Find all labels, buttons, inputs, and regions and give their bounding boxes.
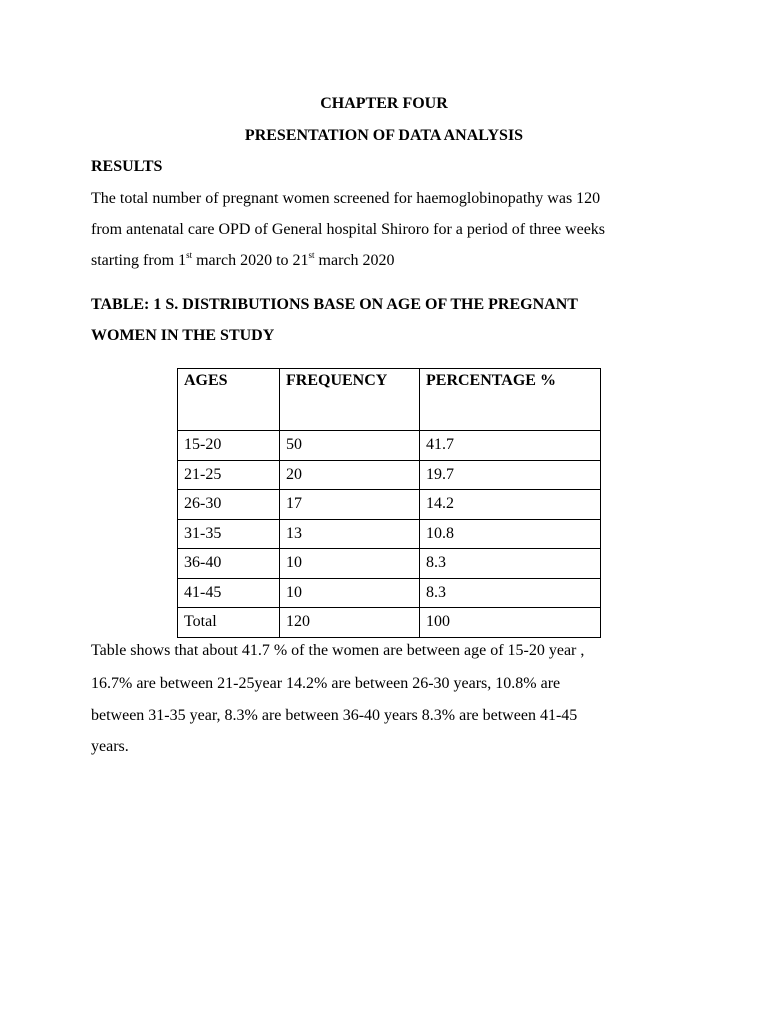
- cell-age: 15-20: [178, 431, 280, 461]
- cell-percentage: 8.3: [420, 578, 601, 608]
- cell-age: 31-35: [178, 519, 280, 549]
- table-caption-line-2: WOMEN IN THE STUDY: [91, 327, 275, 344]
- ordinal-superscript: st: [308, 249, 315, 260]
- cell-frequency: 13: [280, 519, 420, 549]
- results-paragraph-line-1: The total number of pregnant women screened for haemoglobinopathy was 120: [91, 190, 601, 207]
- cell-frequency: 10: [280, 578, 420, 608]
- results-paragraph-line-3: [91, 251, 395, 271]
- table-row: [178, 519, 601, 549]
- table-row-total: [178, 608, 601, 638]
- summary-paragraph-line-3: between 31-35 year, 8.3% are between 36-40 years 8.3% are between 41-45: [91, 707, 578, 724]
- cell-frequency: 17: [280, 490, 420, 520]
- cell-age: 26-30: [178, 490, 280, 520]
- cell-frequency: 10: [280, 549, 420, 579]
- cell-frequency: 50: [280, 431, 420, 461]
- table-caption-line-1: TABLE: 1 S. DISTRIBUTIONS BASE ON AGE OF THE PREGNANT: [91, 296, 578, 313]
- cell-percentage: 14.2: [420, 490, 601, 520]
- chapter-subtitle: PRESENTATION OF DATA ANALYSIS: [244, 127, 524, 144]
- cell-total-label: Total: [178, 608, 280, 638]
- results-text-fragment: starting from 1: [91, 252, 187, 269]
- table-row: [178, 460, 601, 490]
- summary-paragraph-line-2: 16.7% are between 21-25year 14.2% are between 26-30 years, 10.8% are: [91, 675, 561, 692]
- cell-percentage: 41.7: [420, 431, 601, 461]
- table-row: [178, 431, 601, 461]
- cell-percentage: 10.8: [420, 519, 601, 549]
- cell-total-percentage: 100: [420, 608, 601, 638]
- cell-age: 21-25: [178, 460, 280, 490]
- ordinal-superscript: st: [186, 249, 193, 260]
- cell-total-frequency: 120: [280, 608, 420, 638]
- summary-paragraph-line-1: Table shows that about 41.7 % of the women are between age of 15-20 year ,: [91, 642, 585, 659]
- age-distribution-table: [177, 368, 601, 638]
- results-text-fragment: march 2020: [314, 252, 395, 269]
- cell-age: 36-40: [178, 549, 280, 579]
- column-header-ages: AGES: [178, 369, 280, 431]
- cell-percentage: 19.7: [420, 460, 601, 490]
- cell-percentage: 8.3: [420, 549, 601, 579]
- results-paragraph-line-2: from antenatal care OPD of General hospital Shiroro for a period of three weeks: [91, 221, 606, 238]
- table-row: [178, 578, 601, 608]
- table-header-row: [178, 369, 601, 431]
- table-row: [178, 490, 601, 520]
- column-header-frequency: FREQUENCY: [280, 369, 420, 431]
- table-row: [178, 549, 601, 579]
- results-heading: RESULTS: [91, 158, 163, 175]
- column-header-percentage: PERCENTAGE %: [420, 369, 601, 431]
- cell-frequency: 20: [280, 460, 420, 490]
- cell-age: 41-45: [178, 578, 280, 608]
- summary-paragraph-line-4: years.: [91, 738, 129, 755]
- chapter-title: CHAPTER FOUR: [320, 95, 448, 112]
- results-text-fragment: march 2020 to 21: [192, 252, 309, 269]
